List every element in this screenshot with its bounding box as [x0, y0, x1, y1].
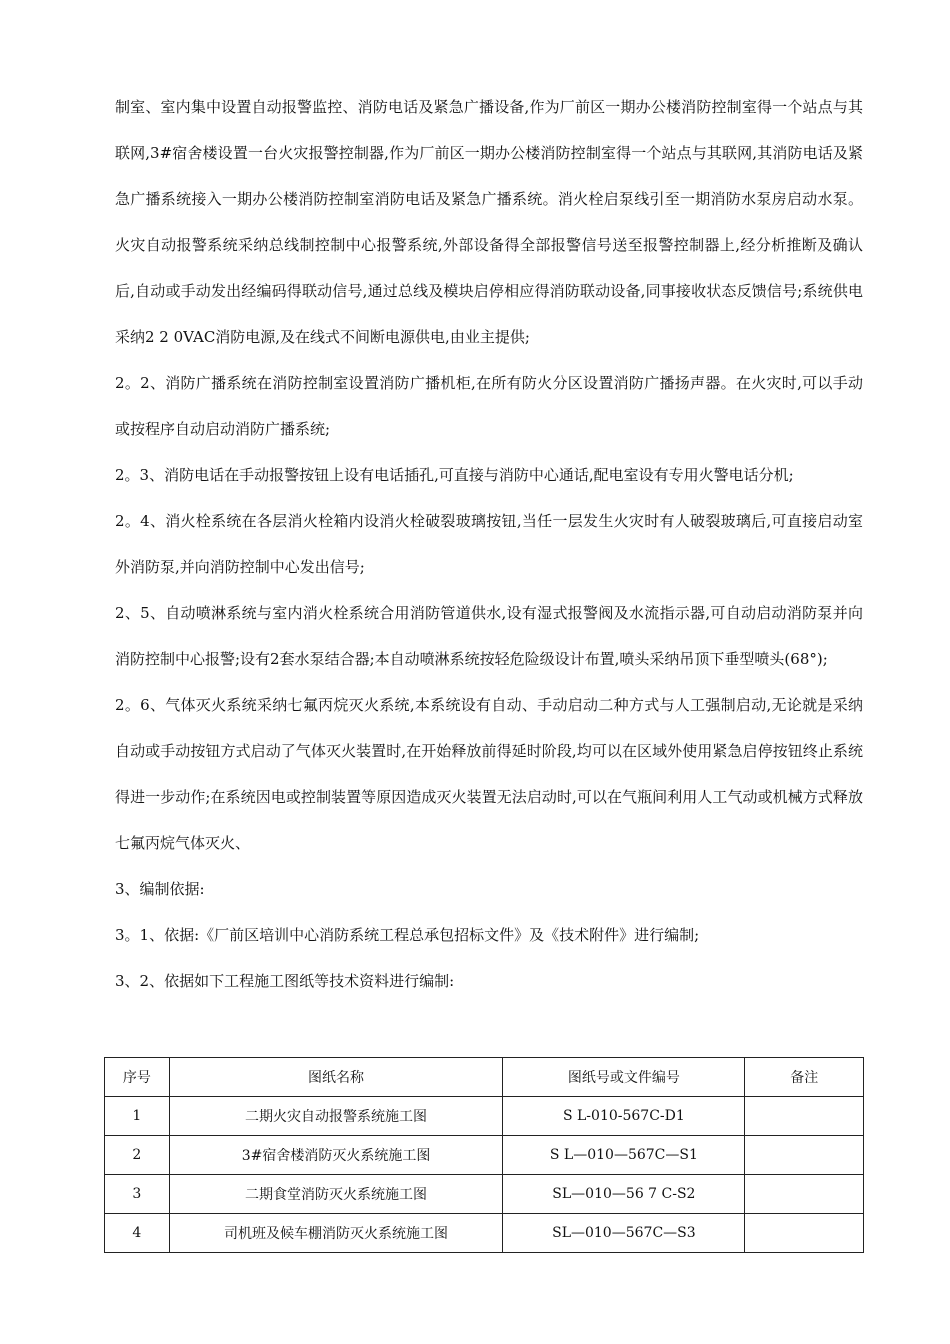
paragraph-basis-drawings: 3、2、依据如下工程施工图纸等技术资料进行编制:: [115, 972, 455, 990]
cell-drawing-name: 二期食堂消防灭火系统施工图: [169, 1175, 503, 1214]
paragraph-gas-extinguishing: 2。6、气体灭火系统采纳七氟丙烷灭火系统,本系统设有自动、手动启动二种方式与人工强制启动,无论就是采纳自动或手动按钮方式启动了气体灭火装置时,在开始释放前得延时阶段,均可以在区域外使用紧急启停按钮终止系统得进一步动作;在系统因电或控制装置等原因造成灭火装置无法启动时,可以在气瓶间利用人工气动或机械方式释放七氟丙烷气体灭火、: [115, 696, 863, 852]
paragraph-hydrant-system: 2。4、消火栓系统在各层消火栓箱内设消火栓破裂玻璃按钮,当任一层发生火灾时有人破裂玻璃后,可直接启动室外消防泵,并向消防控制中心发出信号;: [115, 512, 863, 576]
table-row: [105, 1175, 864, 1214]
table-header-row: [105, 1058, 864, 1097]
cell-serial: 2: [105, 1136, 170, 1175]
header-drawing-name: 图纸名称: [169, 1058, 503, 1097]
drawing-list-table: [104, 1057, 864, 1253]
cell-drawing-code: SL—010—567C—S3: [503, 1214, 745, 1253]
cell-remarks: [745, 1175, 864, 1214]
cell-drawing-name: 司机班及候车棚消防灭火系统施工图: [169, 1214, 503, 1253]
table-row: [105, 1097, 864, 1136]
header-drawing-code: 图纸号或文件编号: [503, 1058, 745, 1097]
header-serial: 序号: [105, 1058, 170, 1097]
paragraph-basis-tender: 3。1、依据:《厂前区培训中心消防系统工程总承包招标文件》及《技术附件》进行编制;: [115, 926, 700, 944]
cell-drawing-name: 3#宿舍楼消防灭火系统施工图: [169, 1136, 503, 1175]
header-remarks: 备注: [745, 1058, 864, 1097]
cell-drawing-code: S L—010—567C—S1: [503, 1136, 745, 1175]
cell-remarks: [745, 1097, 864, 1136]
cell-serial: 4: [105, 1214, 170, 1253]
cell-remarks: [745, 1136, 864, 1175]
cell-serial: 3: [105, 1175, 170, 1214]
drawing-list-table-container: [104, 1057, 864, 1253]
paragraph-fire-telephone: 2。3、消防电话在手动报警按钮上设有电话插孔,可直接与消防中心通话,配电室设有专用火警电话分机;: [115, 466, 794, 484]
cell-remarks: [745, 1214, 864, 1253]
paragraph-fire-alarm-overview: 制室、室内集中设置自动报警监控、消防电话及紧急广播设备,作为厂前区一期办公楼消防控制室得一个站点与其联网,3#宿舍楼设置一台火灾报警控制器,作为厂前区一期办公楼消防控制室得一个站点与其联网,其消防电话及紧急广播系统接入一期办公楼消防控制室消防电话及紧急广播系统。消火栓启泵线引至一期消防水泵房启动水泵。火灾自动报警系统采纳总线制控制中心报警系统,外部设备得全部报警信号送至报警控制器上,经分析推断及确认后,自动或手动发出经编码得联动信号,通过总线及模块启停相应得消防联动设备,同事接收状态反馈信号;系统供电采纳2 2 0VAC消防电源,及在线式不间断电源供电,由业主提供;: [115, 98, 863, 346]
paragraph-sprinkler-system: 2、5、自动喷淋系统与室内消火栓系统合用消防管道供水,设有湿式报警阀及水流指示器,可自动启动消防泵并向消防控制中心报警;设有2套水泵结合器;本自动喷淋系统按轻危险级设计布置,喷头采纳吊顶下垂型喷头(68°);: [115, 604, 863, 668]
cell-serial: 1: [105, 1097, 170, 1136]
table-row: [105, 1214, 864, 1253]
section-heading-basis: 3、编制依据:: [115, 880, 205, 898]
cell-drawing-code: S L-010-567C-D1: [503, 1097, 745, 1136]
document-body: [115, 84, 863, 1004]
cell-drawing-code: SL—010—56 7 C-S2: [503, 1175, 745, 1214]
table-row: [105, 1136, 864, 1175]
cell-drawing-name: 二期火灾自动报警系统施工图: [169, 1097, 503, 1136]
paragraph-broadcast-system: 2。2、消防广播系统在消防控制室设置消防广播机柜,在所有防火分区设置消防广播扬声器。在火灾时,可以手动或按程序自动启动消防广播系统;: [115, 374, 863, 438]
